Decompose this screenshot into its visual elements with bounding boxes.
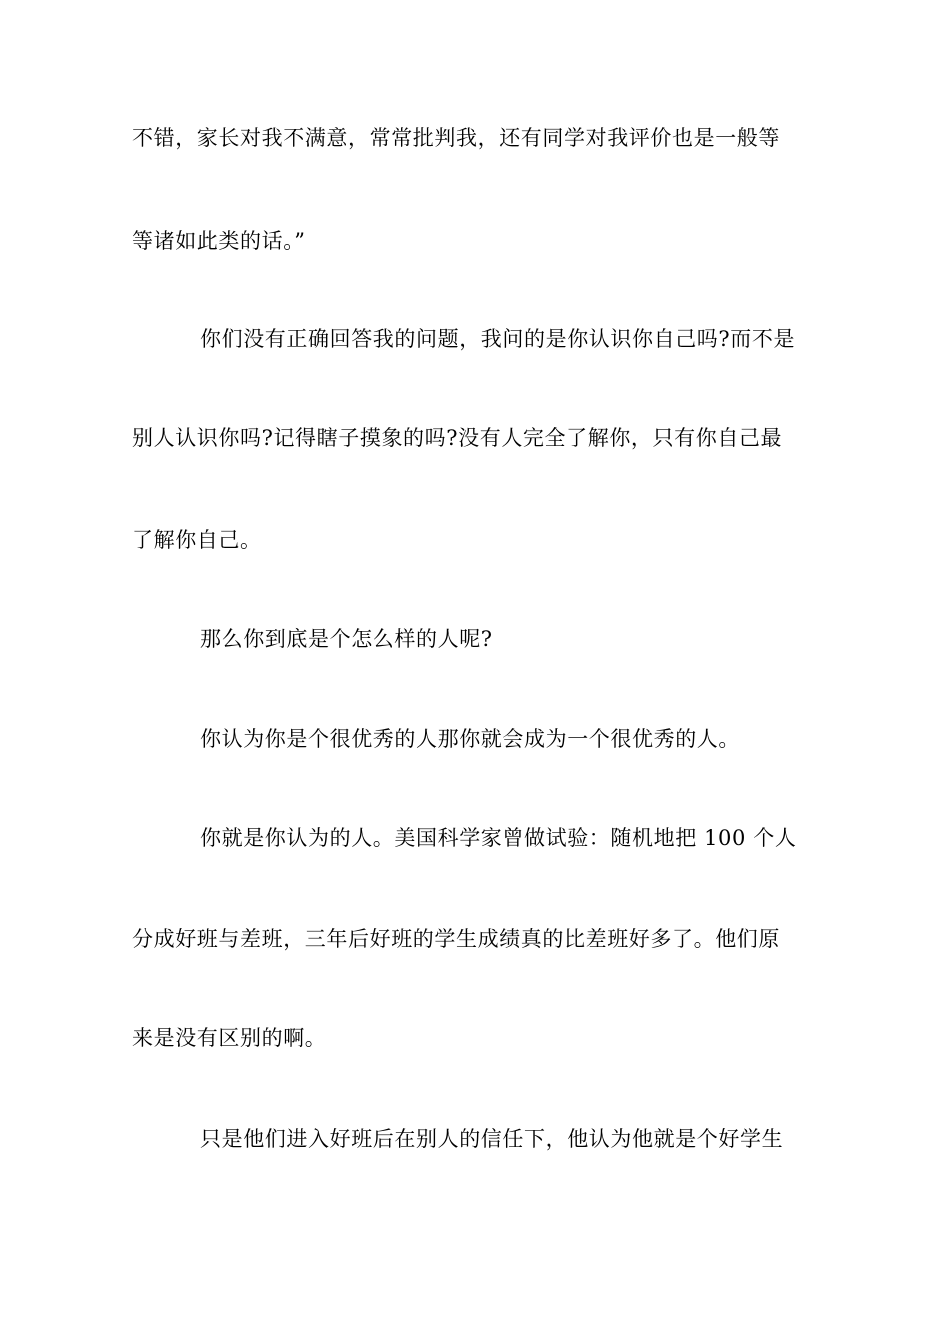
text-line: 不错，家长对我不满意，常常批判我，还有同学对我评价也是一般等 [132, 126, 780, 150]
paragraph-first-line: 你就是你认为的人。美国科学家曾做试验：随机地把 100 个人 [200, 826, 797, 850]
text-line: 别人认识你吗?记得瞎子摸象的吗?没有人完全了解你，只有你自己最 [132, 426, 783, 450]
text-line: 分成好班与差班，三年后好班的学生成绩真的比差班好多了。他们原 [132, 927, 780, 951]
text-line: 了解你自己。 [132, 528, 262, 552]
paragraph-first-line: 你认为你是个很优秀的人那你就会成为一个很优秀的人。 [200, 727, 740, 751]
text-line: 来是没有区别的啊。 [132, 1026, 327, 1050]
paragraph-first-line: 你们没有正确回答我的问题，我问的是你认识你自己吗?而不是 [200, 327, 796, 351]
text-line: 等诸如此类的话。” [132, 229, 306, 253]
paragraph-first-line: 只是他们进入好班后在别人的信任下，他认为他就是个好学生 [200, 1127, 784, 1151]
paragraph-first-line: 那么你到底是个怎么样的人呢? [200, 627, 493, 651]
